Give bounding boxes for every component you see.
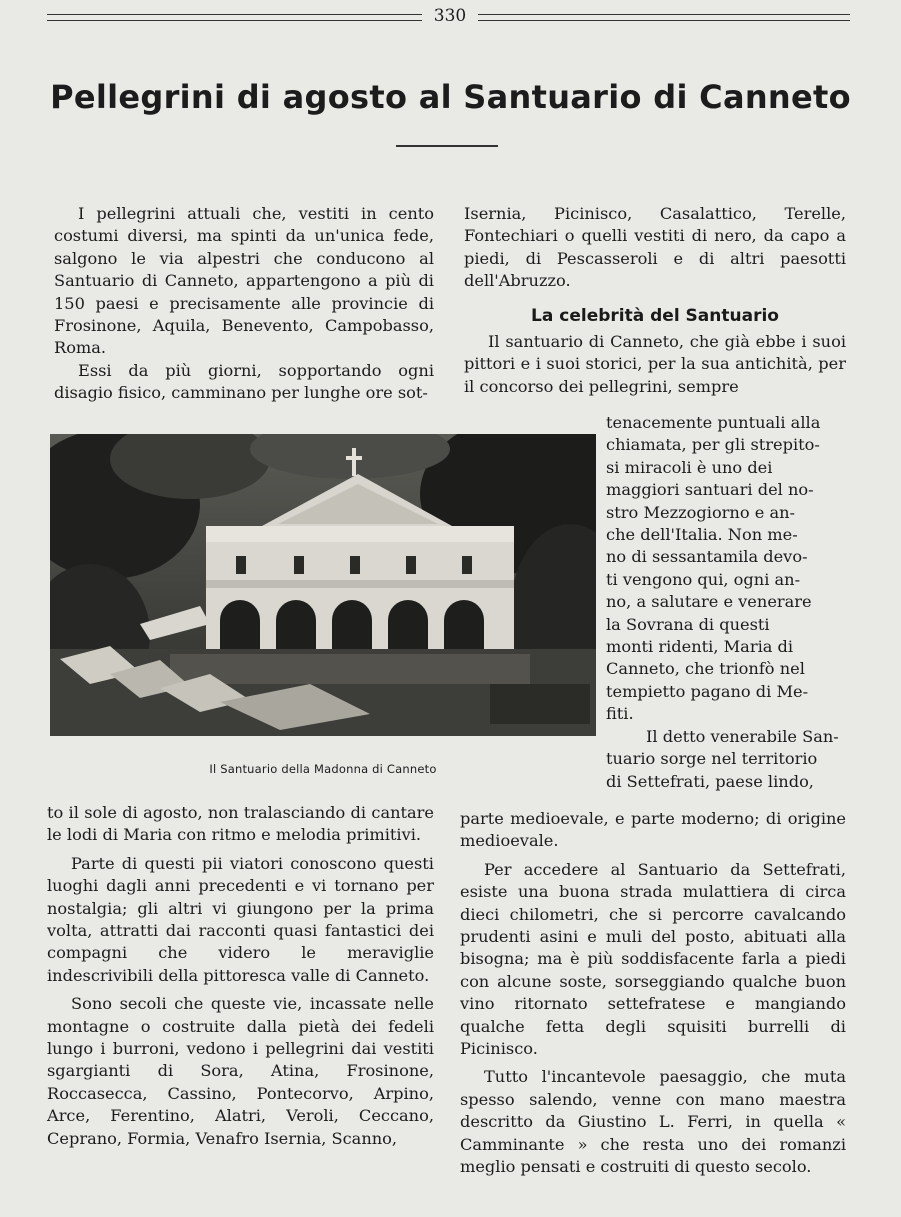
article-title: Pellegrini di agosto al Santuario di Canneto xyxy=(50,78,851,116)
paragraph: parte medioevale, e parte moderno; di origine medioevale. xyxy=(460,809,846,851)
text-line: Canneto, che trionfò nel xyxy=(606,659,805,679)
right-column-top xyxy=(464,203,846,398)
text-line: tenacemente puntuali alla xyxy=(606,413,821,432)
photo-caption: Il Santuario della Madonna di Canneto xyxy=(209,762,437,776)
text-line: tempietto pagano di Me- xyxy=(606,681,809,701)
text-line: stro Mezzogiorno e an- xyxy=(606,502,796,522)
text-line: maggiori santuari del no- xyxy=(606,480,814,500)
paragraph: Isernia, Picinisco, Casalattico, Terelle, Fontechiari o quelli vestiti di nero, da capo a piedi, di Pescasseroli e di altri paesotti dell'Abruzzo. xyxy=(464,204,846,291)
sanctuary-photo xyxy=(50,434,596,736)
text-line: no di sessantamila devo- xyxy=(606,547,808,567)
paragraph: I pellegrini attuali che, vestiti in cento costumi diversi, ma spinti da un'unica fede, salgono le via alpestri che conducono al Santuario di Canneto, appartengono a più di 150 paesi e precisamente alle provincie di Frosinone, Aquila, Benevento, Campobasso, Roma. xyxy=(54,204,434,358)
text-line: la Sovrana di questi xyxy=(606,614,770,634)
paragraph: Essi da più giorni, sopportando ogni disagio fisico, camminano per lunghe ore sot- xyxy=(54,360,434,403)
paragraph: Sono secoli che queste vie, incassate nelle montagne o costruite dalla pietà dei fedeli lungo i burroni, vedono i pellegrini dai vestiti sgargianti di Sora, Atina, Frosinone, Roccasecca, Cassino, Pontecorvo, Arpino, Arce, Ferentino, Alatri, Veroli, Ceccano, Ceprano, Formia, Venafro Isernia, Scanno, xyxy=(47,994,434,1148)
left-column-top xyxy=(54,203,434,405)
page-number: 330 xyxy=(433,6,467,26)
text-line: chiamata, per gli strepito- xyxy=(606,435,820,455)
left-column-bottom xyxy=(47,802,434,1150)
section-heading: La celebrità del Santuario xyxy=(531,305,779,326)
paragraph: Tutto l'incantevole paesaggio, che muta spesso salendo, venne con mano maestra descritto da Giustino L. Ferri, in quella « Camminante » che resta uno dei romanzi meglio pensati e costruiti di questo secolo. xyxy=(460,1067,846,1177)
text-line: ti vengono qui, ogni an- xyxy=(606,569,801,589)
text-line: si miracoli è uno dei xyxy=(606,457,773,477)
sanctuary-illustration xyxy=(50,434,596,736)
text-line: tuario sorge nel territorio xyxy=(606,749,818,769)
title-rule xyxy=(396,145,498,147)
text-line: che dell'Italia. Non me- xyxy=(606,525,798,545)
right-column-beside-photo xyxy=(606,412,846,793)
text-line: Il detto venerabile San- xyxy=(646,726,839,746)
paragraph: Il santuario di Canneto, che già ebbe i suoi pittori e i suoi storici, per la sua antichità, per il concorso dei pellegrini, sempre xyxy=(464,332,846,396)
paragraph: Parte di questi pii viatori conoscono questi luoghi dagli anni precedenti e vi tornano per nostalgia; gli altri vi giungono per la prima volta, attratti dai racconti quasi fantastici dei compagni che videro le meraviglie indescrivibili della pittoresca valle di Canneto. xyxy=(47,853,434,985)
text-line: di Settefrati, paese lindo, xyxy=(606,771,814,791)
header-rule-left xyxy=(47,14,422,21)
text-line: monti ridenti, Maria di xyxy=(606,637,794,657)
paragraph: Per accedere al Santuario da Settefrati, esiste una buona strada mulattiera di circa dieci chilometri, che si percorre cavalcando prudenti asini e muli del posto, abituati alla bisogna; ma è più soddisfacente farla a piedi con alcune soste, sorseggiando qualche buon vino ritornato settefratese e mangiando qualche fetta degli squisiti burrelli di Picinisco. xyxy=(460,859,846,1059)
text-line: fiti. xyxy=(606,704,634,724)
text-line: no, a salutare e venerare xyxy=(606,592,812,612)
header-rule-right xyxy=(478,14,850,21)
paragraph: to il sole di agosto, non tralasciando di cantare le lodi di Maria con ritmo e melodia primitivi. xyxy=(47,803,434,845)
right-column-bottom xyxy=(460,808,846,1179)
